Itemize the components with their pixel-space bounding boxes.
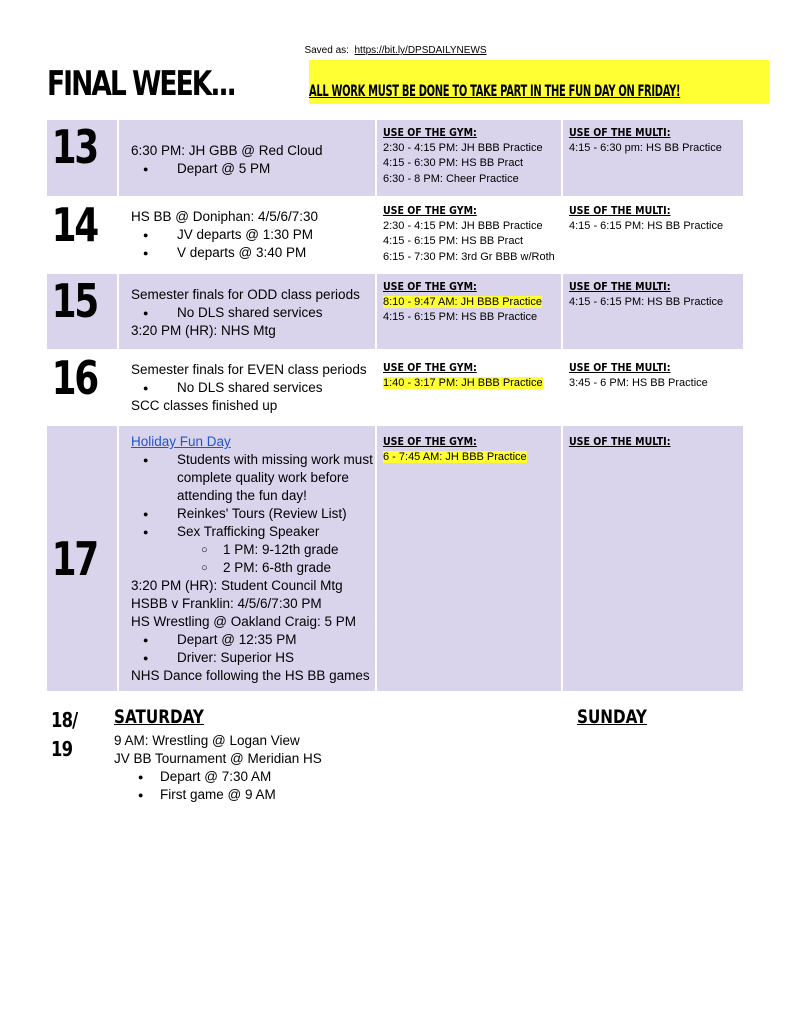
multi-line: 4:15 - 6:30 pm: HS BB Practice bbox=[569, 141, 722, 154]
multi-cell bbox=[562, 273, 744, 350]
event-line: HSBB v Franklin: 4/5/6/7:30 PM bbox=[131, 596, 322, 611]
saturday-heading: SATURDAY bbox=[114, 706, 204, 728]
event-bullet: ● No DLS shared services bbox=[131, 379, 375, 397]
gym-line: 2:30 - 4:15 PM: JH BBB Practice bbox=[383, 141, 543, 154]
event-bullet: ● No DLS shared services bbox=[131, 304, 375, 322]
day-number: 17 bbox=[51, 531, 97, 586]
gym-header: USE OF THE GYM: bbox=[383, 435, 477, 448]
gym-header: USE OF THE GYM: bbox=[383, 280, 477, 293]
holiday-fun-day-link[interactable]: Holiday Fun Day bbox=[131, 434, 231, 449]
event-line: JV BB Tournament @ Meridian HS bbox=[114, 751, 322, 766]
day-cell bbox=[46, 273, 118, 350]
multi-line: 4:15 - 6:15 PM: HS BB Practice bbox=[569, 295, 724, 308]
multi-line: 3:45 - 6 PM: HS BB Practice bbox=[569, 376, 708, 389]
event-line: 3:20 PM (HR): Student Council Mtg bbox=[131, 578, 343, 593]
event-line: 6:30 PM: JH GBB @ Red Cloud bbox=[131, 143, 323, 158]
gym-line-highlighted: 6 - 7:45 AM: JH BBB Practice bbox=[383, 450, 527, 463]
event-line: SCC classes finished up bbox=[131, 398, 278, 413]
event-line: Semester finals for ODD class periods bbox=[131, 287, 360, 302]
warning-banner bbox=[309, 60, 769, 104]
event-line: HS Wrestling @ Oakland Craig: 5 PM bbox=[131, 614, 357, 629]
gym-cell bbox=[376, 425, 562, 692]
gym-line: 6:15 - 7:30 PM: 3rd Gr BBB w/Roth bbox=[383, 250, 555, 263]
multi-header: USE OF THE MULTI: bbox=[569, 361, 671, 374]
day-number: 15 bbox=[51, 274, 97, 328]
gym-line: 4:15 - 6:15 PM: HS BB Practice bbox=[383, 311, 538, 323]
event-bullet: ● Students with missing work must complete quality work before attending the fun day! bbox=[131, 451, 375, 505]
day-cell bbox=[46, 425, 118, 692]
gym-cell bbox=[376, 273, 562, 350]
gym-header: USE OF THE GYM: bbox=[383, 204, 477, 217]
day-cell bbox=[46, 350, 118, 425]
event-line: 3:20 PM (HR): NHS Mtg bbox=[131, 323, 276, 338]
events-cell bbox=[118, 119, 376, 197]
event-bullet: ● Driver: Superior HS bbox=[131, 649, 375, 667]
day-number: 13 bbox=[51, 120, 97, 174]
event-bullet: ● V departs @ 3:40 PM bbox=[131, 244, 375, 262]
daily-news-link[interactable]: https://bit.ly/DPSDAILYNEWS bbox=[354, 45, 487, 56]
multi-cell bbox=[562, 197, 744, 273]
schedule-table bbox=[45, 118, 745, 693]
day-row-17 bbox=[46, 425, 744, 692]
event-line: 9 AM: Wrestling @ Logan View bbox=[114, 733, 300, 748]
weekend-num-top: 18/ bbox=[51, 708, 78, 732]
gym-line-highlighted: 1:40 - 3:17 PM: JH BBB Practice bbox=[383, 376, 543, 389]
event-bullet: ● Depart @ 5 PM bbox=[131, 160, 375, 178]
saturday-events bbox=[114, 732, 322, 804]
event-bullet: ● Reinkes' Tours (Review List) bbox=[131, 505, 375, 523]
multi-header: USE OF THE MULTI: bbox=[569, 435, 671, 448]
page-title: FINAL WEEK... bbox=[47, 64, 235, 104]
day-number: 16 bbox=[51, 351, 97, 405]
events-cell bbox=[118, 350, 376, 425]
event-bullet: ● JV departs @ 1:30 PM bbox=[131, 226, 375, 244]
multi-line: 4:15 - 6:15 PM: HS BB Practice bbox=[569, 219, 724, 232]
event-line: Semester finals for EVEN class periods bbox=[131, 362, 367, 377]
gym-line: 6:30 - 8 PM: Cheer Practice bbox=[383, 172, 519, 185]
gym-header: USE OF THE GYM: bbox=[383, 126, 477, 139]
event-sub-bullet: ○ 2 PM: 6-8th grade bbox=[131, 559, 375, 577]
event-bullet: ● Sex Trafficking Speaker bbox=[131, 523, 375, 541]
day-cell bbox=[46, 197, 118, 273]
gym-cell bbox=[376, 119, 562, 197]
multi-header: USE OF THE MULTI: bbox=[569, 204, 671, 217]
day-row-16 bbox=[46, 350, 744, 425]
multi-header: USE OF THE MULTI: bbox=[569, 280, 671, 293]
events-cell bbox=[118, 425, 376, 692]
event-sub-bullet: ○ 1 PM: 9-12th grade bbox=[131, 541, 375, 559]
sunday-heading: SUNDAY bbox=[577, 706, 647, 728]
day-cell bbox=[46, 119, 118, 197]
event-line: HS BB @ Doniphan: 4/5/6/7:30 bbox=[131, 209, 319, 224]
warning-banner-text: ALL WORK MUST BE DONE TO TAKE PART IN THE FUN DAY ON FRIDAY! bbox=[309, 81, 681, 100]
event-bullet: ● Depart @ 7:30 AM bbox=[114, 768, 322, 786]
gym-line-highlighted: 8:10 - 9:47 AM: JH BBB Practice bbox=[383, 295, 542, 308]
event-bullet: ● First game @ 9 AM bbox=[114, 786, 322, 804]
saved-as-line bbox=[0, 45, 791, 56]
saved-as-label: Saved as: bbox=[304, 45, 349, 56]
events-cell bbox=[118, 273, 376, 350]
multi-cell bbox=[562, 425, 744, 692]
day-number: 14 bbox=[51, 198, 97, 252]
events-cell bbox=[118, 197, 376, 273]
gym-cell bbox=[376, 350, 562, 425]
gym-line: 4:15 - 6:30 PM: HS BB Pract bbox=[383, 157, 524, 169]
day-row-15 bbox=[46, 273, 744, 350]
event-line: NHS Dance following the HS BB games bbox=[131, 668, 370, 683]
multi-header: USE OF THE MULTI: bbox=[569, 126, 671, 139]
multi-cell bbox=[562, 350, 744, 425]
gym-line: 2:30 - 4:15 PM: JH BBB Practice bbox=[383, 219, 543, 232]
weekend-num-bottom: 19 bbox=[51, 737, 73, 761]
weekend-day-number bbox=[51, 706, 77, 764]
gym-cell bbox=[376, 197, 562, 273]
day-row-14 bbox=[46, 197, 744, 273]
event-bullet: ● Depart @ 12:35 PM bbox=[131, 631, 375, 649]
day-row-13 bbox=[46, 119, 744, 197]
multi-cell bbox=[562, 119, 744, 197]
gym-line: 4:15 - 6:15 PM: HS BB Pract bbox=[383, 235, 524, 247]
gym-header: USE OF THE GYM: bbox=[383, 361, 477, 374]
